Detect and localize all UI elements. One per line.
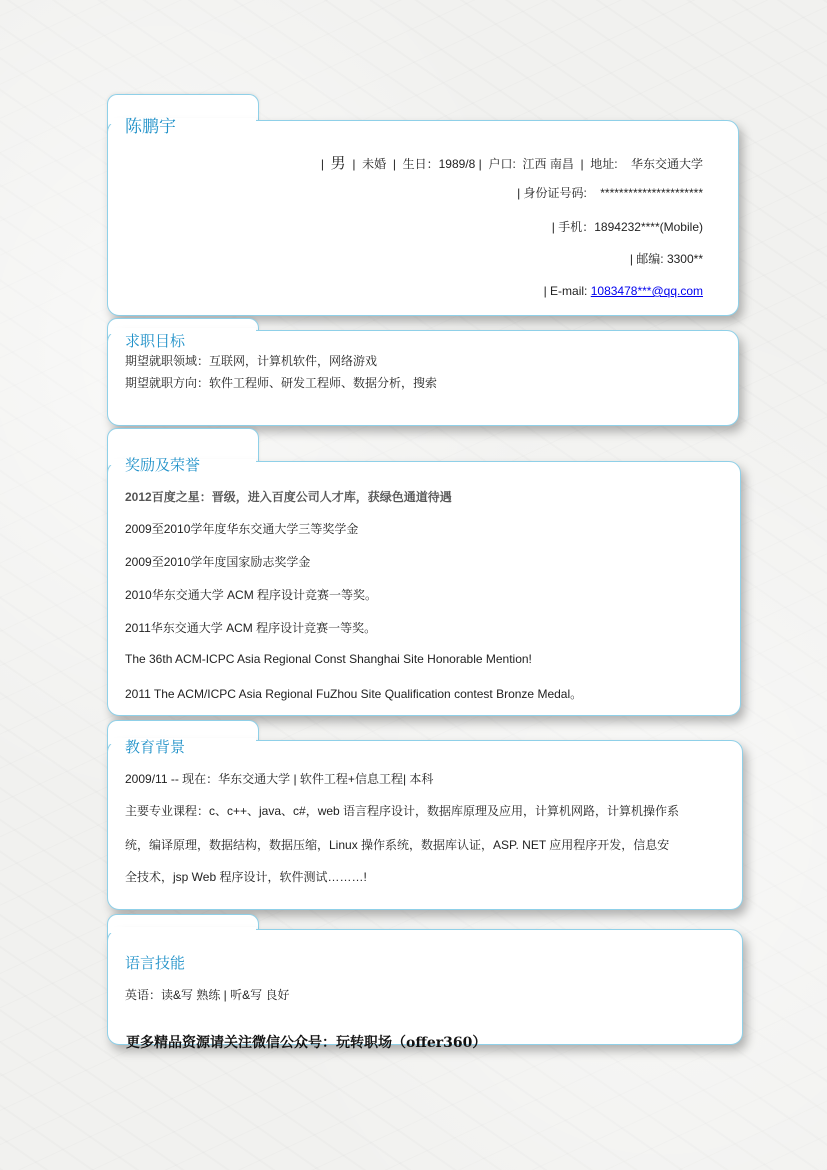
award-item: The 36th ACM-ICPC Asia Regional Const Shanghai Site Honorable Mention! [125, 652, 532, 666]
awards-card [107, 428, 741, 716]
objective-line-1: 期望就职领域：互联网，计算机软件，网络游戏 [125, 354, 378, 368]
award-item: 2011 The ACM/ICPC Asia Regional FuZhou Site Qualification contest Bronze Medal。 [125, 687, 583, 701]
objective-title: 求职目标 [125, 333, 186, 350]
courses-line-1: 主要专业课程：c、c++、java、c#，web 语言程序设计，数据库原理及应用，计算机网路，计算机操作系 [125, 804, 680, 818]
award-item: 2009至2010学年度国家励志奖学金 [125, 555, 311, 569]
hukou: 江西 南昌 [522, 157, 574, 171]
objective-card [107, 318, 739, 426]
award-item: 2010华东交通大学 ACM 程序设计竞赛一等奖。 [125, 588, 378, 602]
language-title: 语言技能 [125, 955, 186, 972]
id-number: ********************** [600, 186, 703, 200]
id-number-line: | 身份证号码: ********************** [517, 186, 703, 200]
header-card [107, 94, 739, 316]
education-card [107, 720, 743, 910]
marital-status: 未婚 [362, 157, 387, 171]
language-line: 英语：读&写 熟练 | 听&写 良好 [125, 988, 290, 1002]
courses-line-2: 统，编译原理，数据结构，数据压缩，Linux 操作系统，数据库认证，ASP. NET 应用程序开发，信息安 [125, 838, 670, 852]
award-item: 2012百度之星：晋级，进入百度公司人才库，获绿色通道待遇 [125, 490, 452, 504]
address: 华东交通大学 [630, 157, 703, 171]
gender: 男 [330, 155, 346, 172]
language-card [107, 914, 743, 1046]
phone-line: | 手机：1894232****(Mobile) [551, 220, 703, 234]
education-title: 教育背景 [125, 739, 186, 756]
candidate-name: 陈鹏宇 [125, 117, 176, 136]
postcode-line: | 邮编: 3300** [629, 252, 703, 266]
award-item: 2011华东交通大学 ACM 程序设计竞赛一等奖。 [125, 621, 377, 635]
awards-title: 奖励及荣誉 [125, 457, 201, 474]
personal-info-line: | 男 | 未婚 | 生日：1989/8 | 户口: 江西 南昌 | 地址: 华东交通大学 [320, 155, 703, 172]
award-item: 2009至2010学年度华东交通大学三等奖学金 [125, 522, 359, 536]
courses-line-3: 全技术，jsp Web 程序设计，软件测试………! [125, 870, 367, 884]
objective-line-2: 期望就职方向：软件工程师、研发工程师、数据分析，搜索 [125, 376, 438, 390]
footer-promo: 更多精品资源请关注微信公众号：玩转职场（offer360） [126, 1035, 487, 1051]
education-period: 2009/11 -- 现在：华东交通大学 | 软件工程+信息工程| 本科 [125, 772, 434, 786]
birth-date: 生日：1989/8 [402, 157, 476, 171]
email-link[interactable]: 1083478***@qq.com [590, 284, 703, 298]
email-line: | E-mail: 1083478***@qq.com [543, 284, 703, 298]
